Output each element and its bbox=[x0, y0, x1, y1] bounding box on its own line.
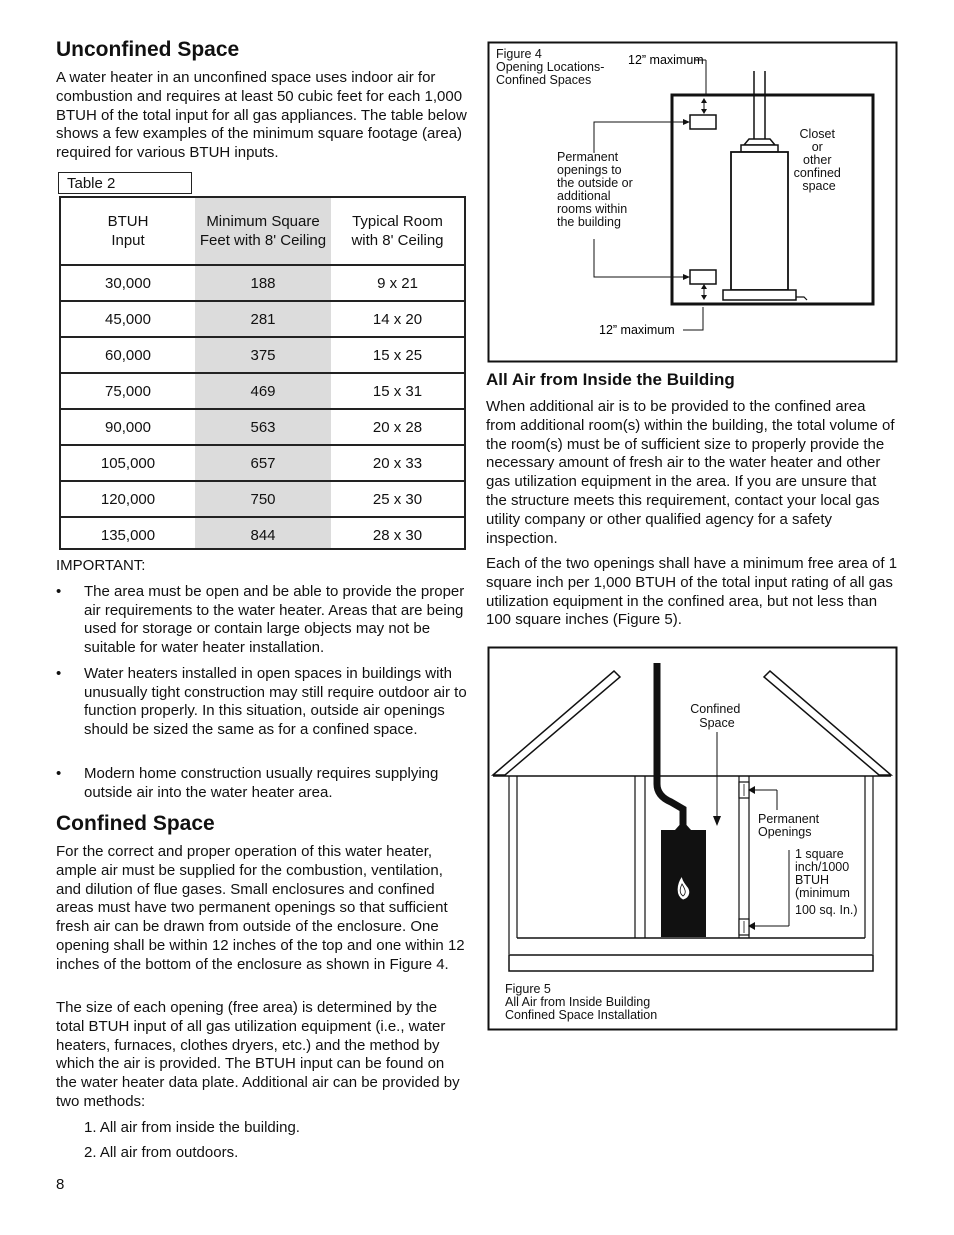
table-row bbox=[61, 446, 464, 482]
table-caption: Table 2 bbox=[58, 172, 192, 194]
header-typical-room: Typical Room with 8' Ceiling bbox=[351, 213, 444, 249]
bottom-opening bbox=[690, 270, 716, 284]
figure-5-caption: Figure 5 All Air from Inside Building Confined Space Installation bbox=[505, 982, 658, 1022]
cell-sqft: 375 bbox=[250, 346, 276, 364]
cell-room: 15 x 25 bbox=[372, 346, 423, 364]
confined-para-1: For the correct and proper operation of this water heater, ample air must be supplied for the combustion, ventilation, and dilution of flue gases. Small enclosures and confined areas must have two permanent openings so that sufficient fresh air can be drawn from outside of the enclosure. One opening shall be within 12 inches of the top and one within 12 inches of the bottom of the enclosure as shown in Figure 4. bbox=[56, 843, 465, 973]
confined-para-2: The size of each opening (free area) is determined by the total BTUH input of all gas utilization equipment (i.e., water heaters, furnaces, clothes dryers, etc.) and the method by which the air is provided. The BTUH input can be found on the water heater data plate. Additional air can be provided by two methods: bbox=[56, 999, 460, 1110]
confined-space-heading: Confined Space bbox=[56, 812, 215, 835]
table-row bbox=[61, 518, 464, 554]
header-btuh: BTUH Input bbox=[107, 213, 149, 249]
important-bullet bbox=[56, 765, 471, 805]
bullet-glyph: • bbox=[56, 583, 62, 600]
important-bullet bbox=[56, 665, 471, 760]
cell-sqft: 469 bbox=[250, 382, 276, 400]
unconfined-intro: A water heater in an unconfined space uses indoor air for combustion and requires at least 50 cubic feet for each 1,000 BTUH of the total input for all gas appliances. The table below shows a few examples of the minimum square footage (area) required for various BTUH inputs. bbox=[56, 69, 467, 162]
bottom-max-label: 12” maximum bbox=[599, 323, 675, 337]
cell-btuh: 30,000 bbox=[105, 274, 151, 292]
cell-room: 20 x 28 bbox=[372, 418, 423, 436]
table-row bbox=[61, 266, 464, 302]
cell-sqft: 844 bbox=[250, 526, 276, 544]
table-row bbox=[61, 302, 464, 338]
cell-room: 14 x 20 bbox=[372, 310, 423, 328]
cell-btuh: 90,000 bbox=[105, 418, 151, 436]
bullet-glyph: • bbox=[56, 765, 62, 782]
water-heater bbox=[731, 152, 788, 290]
cell-room: 25 x 30 bbox=[372, 490, 423, 508]
table-header-row bbox=[61, 198, 464, 266]
unconfined-space-heading: Unconfined Space bbox=[56, 38, 240, 61]
all-air-inside-heading: All Air from Inside the Building bbox=[486, 370, 735, 389]
table-row bbox=[61, 374, 464, 410]
table-row bbox=[61, 410, 464, 446]
top-opening bbox=[690, 115, 716, 129]
top-max-label: 12” maximum bbox=[628, 53, 704, 67]
table-row bbox=[61, 482, 464, 518]
figure-4 bbox=[487, 41, 898, 363]
cell-room: 9 x 21 bbox=[377, 274, 418, 292]
btuh-table bbox=[59, 196, 466, 550]
opening-size-label: 1 square inch/1000 BTUH (minimum 100 sq. In.) bbox=[795, 847, 858, 917]
permanent-openings-label: Permanent openings to the outside or additional rooms within the building bbox=[557, 150, 633, 229]
confined-space-label: Confined Space bbox=[690, 702, 741, 730]
cell-btuh: 45,000 bbox=[105, 310, 151, 328]
table-row bbox=[61, 338, 464, 374]
cell-sqft: 657 bbox=[250, 454, 276, 472]
cell-sqft: 188 bbox=[250, 274, 276, 292]
bullet-text: Water heaters installed in open spaces in buildings with unusually tight construction may still require outdoor air to function properly. In this situation, outside air openings should be sized the same as for a confined space. bbox=[84, 665, 467, 738]
figure-4-caption: Figure 4 Opening Locations- Confined Spaces bbox=[496, 47, 605, 87]
method-1: 1. All air from inside the building. bbox=[84, 1119, 300, 1136]
cell-btuh: 105,000 bbox=[100, 454, 156, 472]
bullet-text: Modern home construction usually requires supplying outside air into the water heater area. bbox=[84, 765, 439, 801]
all-air-para-2: Each of the two openings shall have a minimum free area of 1 square inch per 1,000 BTUH of the total input rating of all gas utilization equipment in the confined area, but not less than 100 square inches (Figure 5). bbox=[486, 555, 898, 629]
cell-room: 28 x 30 bbox=[372, 526, 423, 544]
cell-btuh: 75,000 bbox=[105, 382, 151, 400]
figure-5 bbox=[487, 646, 898, 1031]
important-bullet bbox=[56, 583, 471, 659]
bullet-glyph: • bbox=[56, 665, 62, 682]
cell-sqft: 750 bbox=[250, 490, 276, 508]
cell-btuh: 60,000 bbox=[105, 346, 151, 364]
cell-btuh: 135,000 bbox=[100, 526, 156, 544]
method-2: 2. All air from outdoors. bbox=[84, 1144, 239, 1161]
permanent-openings-label: Permanent Openings bbox=[758, 812, 820, 839]
page-number: 8 bbox=[56, 1176, 65, 1193]
closet-label: Closet or other confined space bbox=[793, 127, 841, 193]
bullet-text: The area must be open and be able to provide the proper air requirements to the water heater. Areas that are being used for storage or contain large objects may not be suitable for water heater installation. bbox=[84, 583, 465, 656]
important-label: IMPORTANT: bbox=[56, 557, 146, 574]
cell-sqft: 281 bbox=[250, 310, 276, 328]
cell-sqft: 563 bbox=[250, 418, 276, 436]
cell-btuh: 120,000 bbox=[100, 490, 156, 508]
cell-room: 15 x 31 bbox=[372, 382, 423, 400]
cell-room: 20 x 33 bbox=[372, 454, 423, 472]
header-min-sqft: Minimum Square Feet with 8' Ceiling bbox=[199, 213, 327, 249]
all-air-para-1: When additional air is to be provided to the confined area from additional room(s) within the building, the total volume of the room(s) must be of sufficient size to properly provide the necessary amount of fresh air to the water heater and other gas utilization equipment in the area. If you are unsure that the structure meets this requirement, contact your local gas utility company or other qualified agency for a safety inspection. bbox=[486, 398, 895, 547]
